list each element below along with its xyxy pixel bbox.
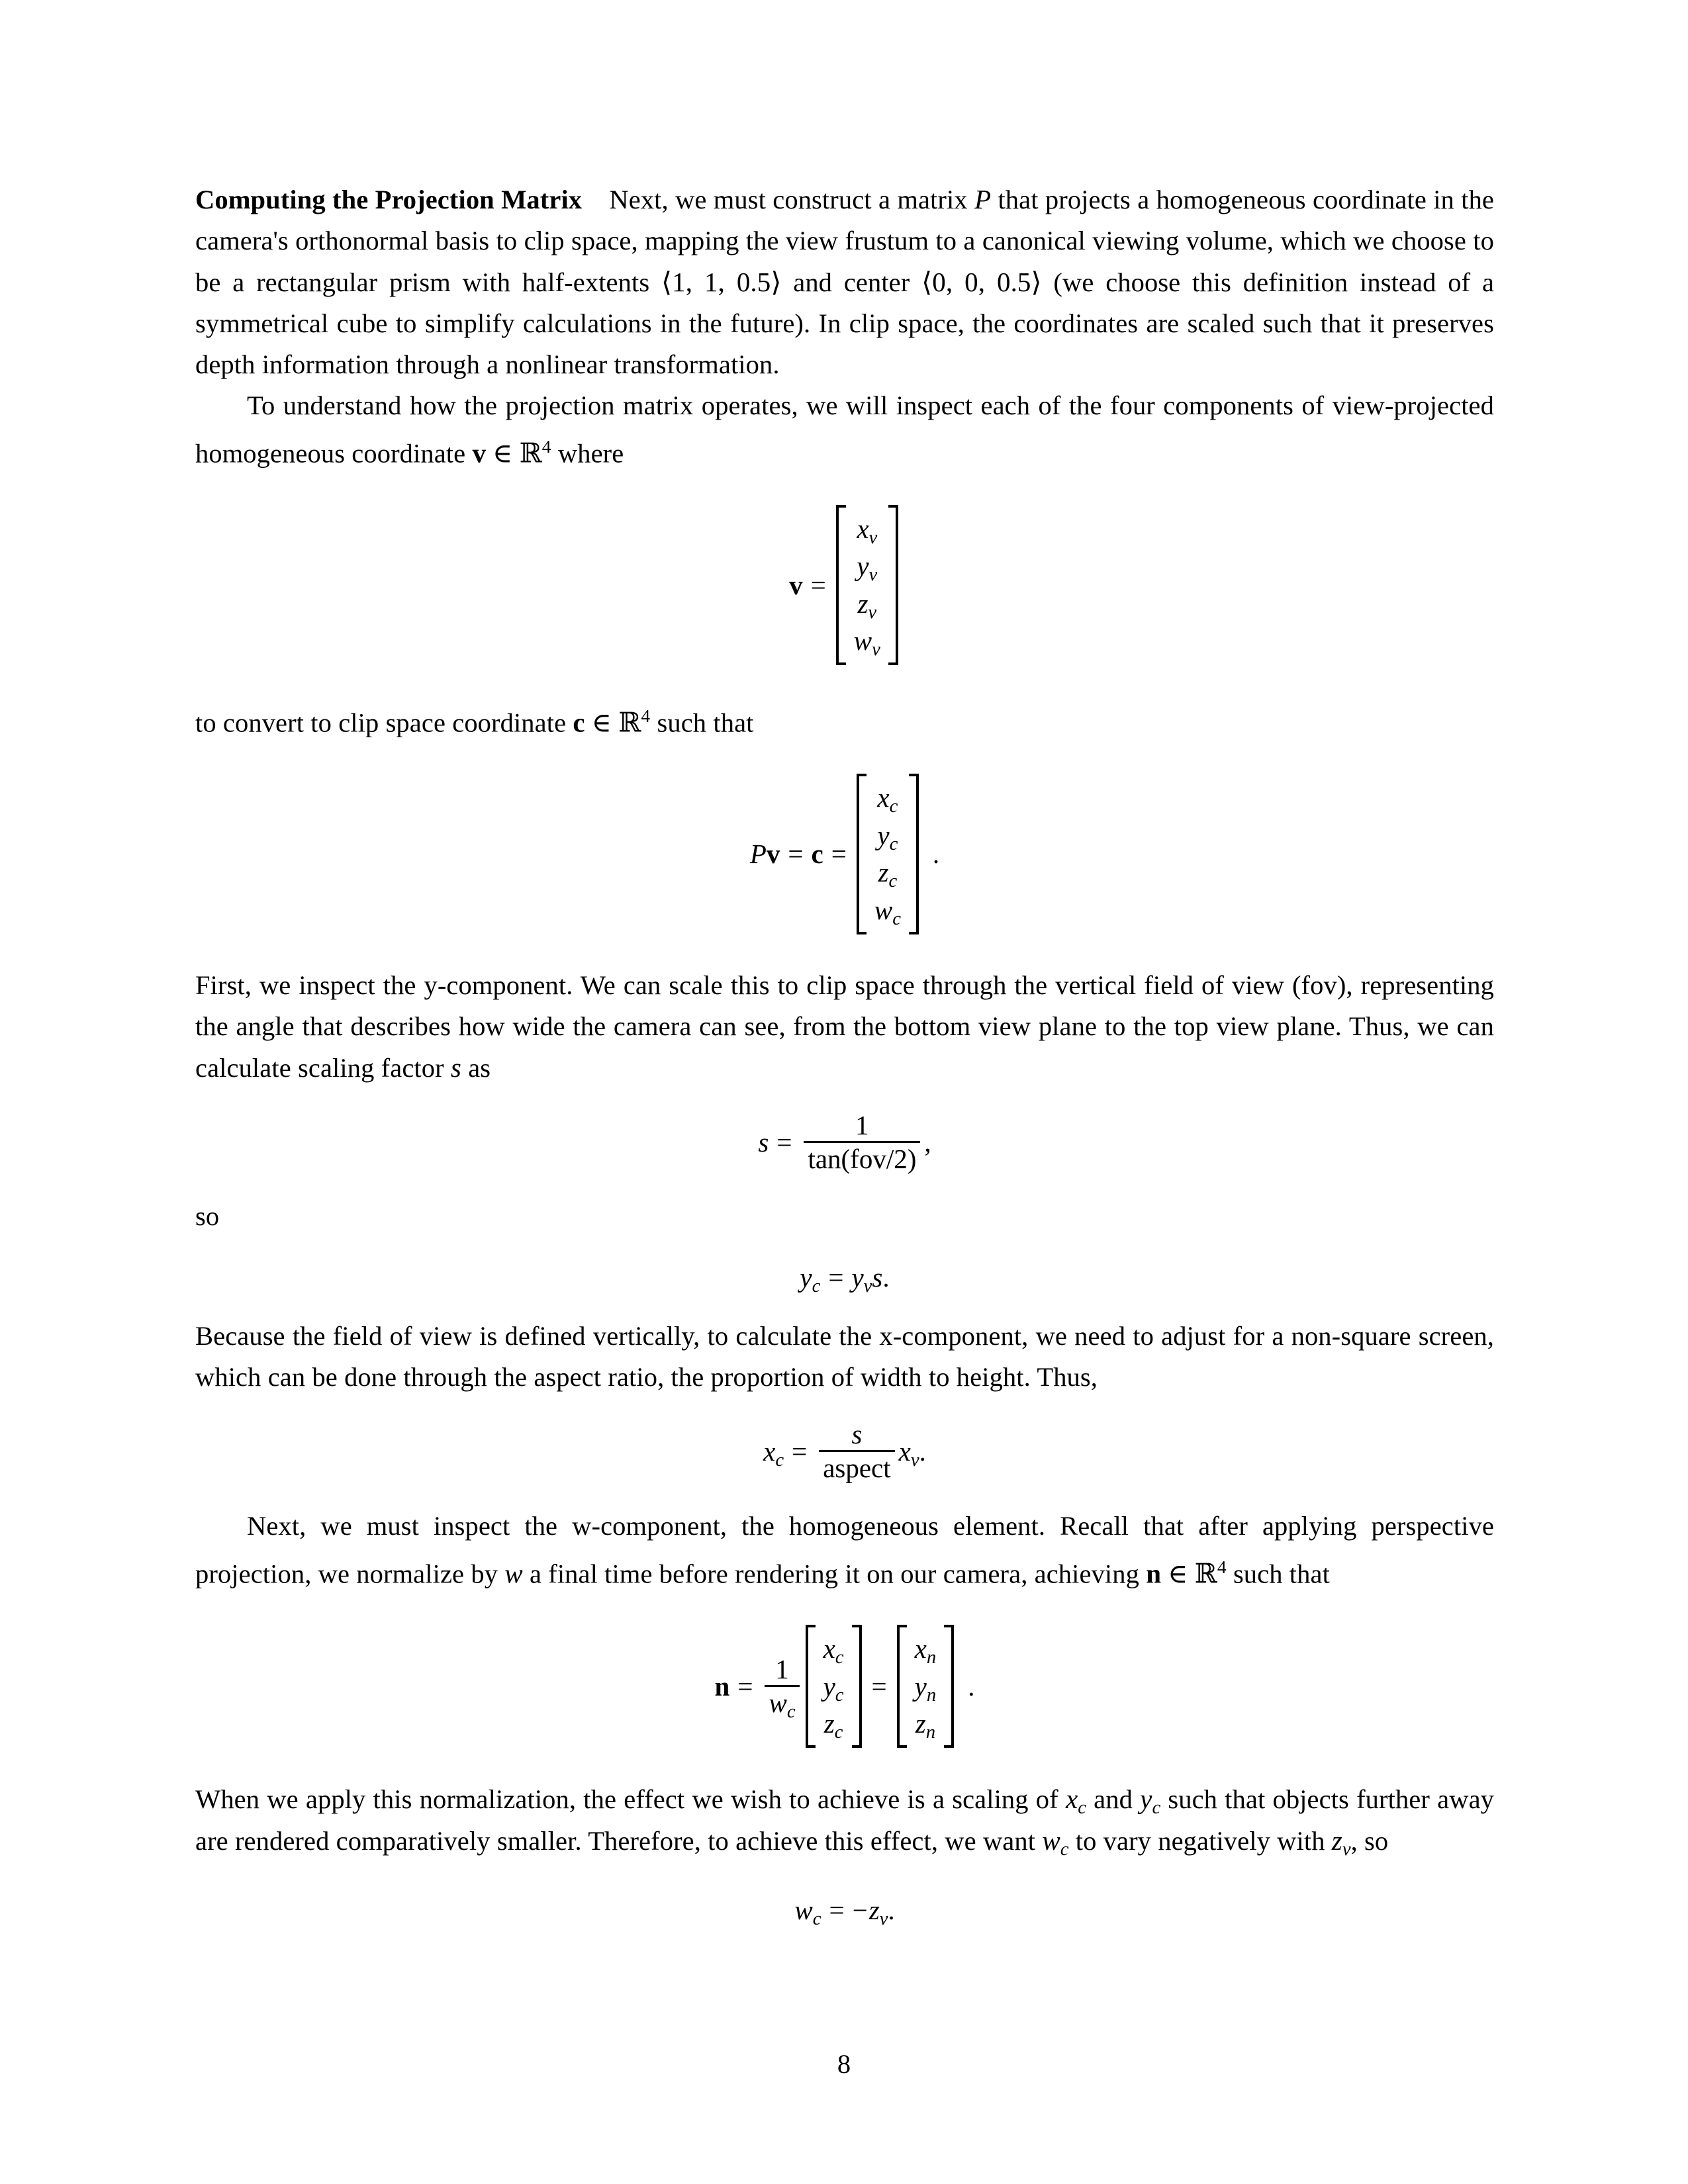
p1-mid: and center <box>781 267 922 297</box>
equation-spacer-above-s <box>195 1089 1494 1111</box>
eq-Pv-equals-2: = <box>831 839 847 870</box>
paragraph-normalization-effect <box>195 1778 1494 1862</box>
equation-projection-apply <box>195 774 1494 934</box>
eq-Pv-period: . <box>932 839 940 870</box>
vector-entry: $w_v$ <box>853 625 880 660</box>
fraction-numerator: 1 <box>855 1109 869 1140</box>
reals-exponent: 4 <box>641 705 651 726</box>
eq-s-lhs: s <box>758 1126 769 1158</box>
equation-spacer-below-xc <box>195 1483 1494 1506</box>
p4-b: as <box>461 1052 491 1083</box>
vector-entry: $z_c$ <box>878 857 898 892</box>
vector-entry: $x_c$ <box>877 782 898 817</box>
reals-symbol: ℝ <box>519 437 542 469</box>
p8-d: , so <box>1350 1825 1389 1856</box>
column-vector-ndc3 <box>897 1625 955 1748</box>
half-extents-value: ⟨1, 1, 0.5⟩ <box>661 267 782 297</box>
column-vector-c <box>857 774 919 934</box>
p2-a: To understand how the projection matrix operates, we will inspect each of the four components of view-projected homogeneous coordinate <box>195 390 1494 469</box>
equation-spacer-above-n <box>195 1594 1494 1625</box>
column-vector-clip3 <box>806 1625 862 1748</box>
so-text: so <box>195 1201 220 1231</box>
vector-entry: $y_v$ <box>857 551 878 586</box>
var-zv: $z_v$ <box>1331 1825 1351 1860</box>
eq-yc-equals: = <box>828 1262 844 1293</box>
fraction-one-over-wc <box>765 1653 799 1722</box>
p8-b: such that objects further away are rendered comparatively smaller. Therefore, to achieve this effect, we want <box>195 1784 1495 1856</box>
reals-exponent: 4 <box>1217 1556 1227 1577</box>
p7-c: such that <box>1226 1559 1330 1589</box>
eq-v-lhs: v <box>789 569 803 600</box>
eq-n-equals-1: = <box>737 1670 753 1702</box>
eq-yc-rhs: $y_vs$ <box>851 1262 883 1297</box>
p1-lead: Next, we must construct a matrix <box>609 185 974 214</box>
equation-spacer-above-v <box>195 475 1494 505</box>
var-yc: $y_c$ <box>1140 1783 1161 1818</box>
var-s: s <box>450 1052 461 1083</box>
p7-in: ∈ <box>1161 1559 1195 1589</box>
center-value: ⟨0, 0, 0.5⟩ <box>921 267 1042 297</box>
paragraph-clip-space-coordinate <box>195 696 1494 744</box>
eq-xc-rhs: $x_v$ <box>898 1436 919 1471</box>
eq-v-equals: = <box>810 569 826 600</box>
eq-s-equals: = <box>776 1126 792 1158</box>
eq-xc-period: . <box>919 1436 926 1467</box>
p2-b: where <box>551 438 624 469</box>
equation-scaling-factor <box>195 1111 1494 1173</box>
bracket-right-icon <box>944 1625 954 1748</box>
equation-spacer-below-Pv <box>195 934 1494 965</box>
equation-spacer-above-xc <box>195 1398 1494 1420</box>
equation-y-clip <box>195 1259 1494 1297</box>
eq-n-equals-2: = <box>871 1670 887 1702</box>
equation-spacer-below-v <box>195 665 1494 696</box>
p1-rest: that projects a homogeneous coordinate in the camera's orthonormal basis to clip space, mapping the view frustum to a canonical viewing volume, which we choose to be a rectangular prism with half-extents <box>195 185 1495 297</box>
eq-wc-lhs: $w_c$ <box>794 1895 821 1930</box>
bracket-left-icon <box>897 1625 907 1748</box>
eq-n-lhs: n <box>714 1670 730 1702</box>
bracket-right-icon <box>909 774 919 934</box>
paragraph-y-component <box>195 965 1494 1089</box>
eq-Pv-P: P <box>749 839 767 870</box>
paragraph-four-components <box>195 385 1494 475</box>
bracket-left-icon <box>836 505 846 665</box>
var-xc: $x_c$ <box>1065 1783 1086 1818</box>
vector-entry: $x_v$ <box>857 513 878 548</box>
equation-spacer-below-s <box>195 1173 1494 1196</box>
eq-yc-lhs: $y_c$ <box>800 1262 821 1297</box>
fraction-one-over-tan <box>804 1111 920 1173</box>
fraction-numerator: 1 <box>775 1653 789 1684</box>
vector-entry: $z_v$ <box>857 588 877 623</box>
reals-symbol: ℝ <box>1194 1558 1217 1589</box>
vector-entry: $y_n$ <box>914 1670 937 1706</box>
equation-w-clip <box>195 1892 1494 1930</box>
fraction-numerator: s <box>851 1419 863 1450</box>
bracket-right-icon <box>888 505 898 665</box>
paragraph-aspect-ratio <box>195 1316 1494 1398</box>
p3-in: ∈ <box>585 707 619 738</box>
p7-a: Next, we must inspect the w-component, the homogeneous element. Recall that after applying perspective projection, we normalize by <box>195 1510 1494 1589</box>
equation-spacer-below-n <box>195 1748 1494 1778</box>
column-vector-v <box>836 505 898 665</box>
p3-b: such that <box>650 707 754 738</box>
paragraph-so <box>195 1196 1494 1237</box>
vector-entry: $y_c$ <box>823 1670 844 1706</box>
reals-exponent: 4 <box>541 436 551 457</box>
equation-spacer-above-Pv <box>195 743 1494 774</box>
reals-symbol: ℝ <box>618 707 641 738</box>
p4-a: First, we inspect the y-component. We can scale this to clip space through the vertical field of view (fov), representing the angle that describes how wide the camera can see, from the bottom view plane to the top view plane. Thus, we can calculate scaling factor <box>195 970 1494 1083</box>
vector-entry: $z_c$ <box>823 1708 843 1743</box>
eq-s-comma: , <box>924 1126 931 1158</box>
p6-text: Because the field of view is defined vertically, to calculate the x-component, we need to adjust for a non-square screen, which can be done through the aspect ratio, the proportion of width to height. Thus, <box>195 1321 1494 1392</box>
equation-spacer-above-wc <box>195 1862 1494 1892</box>
eq-wc-rhs: $z_v$ <box>868 1895 888 1930</box>
fraction-denominator: tan(fov/2) <box>804 1141 920 1173</box>
vector-entry: $w_c$ <box>874 895 901 930</box>
bracket-right-icon <box>852 1625 862 1748</box>
bracket-left-icon <box>857 774 867 934</box>
eq-wc-period: . <box>888 1895 895 1926</box>
paragraph-computing-projection-matrix <box>195 179 1494 385</box>
fraction-denominator: $w_c$ <box>765 1685 799 1717</box>
eq-Pv-v: v <box>766 839 780 870</box>
eq-Pv-equals-1: = <box>788 839 804 870</box>
vector-entry: $x_c$ <box>823 1633 844 1668</box>
equation-ndc <box>195 1625 1494 1748</box>
p8-a: When we apply this normalization, the effect we wish to achieve is a scaling of <box>195 1784 1066 1814</box>
vector-entry: $y_c$ <box>877 819 898 854</box>
page-content <box>195 179 1495 1930</box>
fraction-s-over-aspect <box>819 1420 894 1482</box>
var-w: w <box>504 1558 523 1589</box>
eq-xc-lhs: $x_c$ <box>763 1436 784 1471</box>
eq-xc-equals: = <box>792 1436 808 1467</box>
eq-Pv-c: c <box>811 839 823 870</box>
p3-a: to convert to clip space coordinate <box>195 707 573 738</box>
eq-wc-equals: = <box>829 1895 845 1926</box>
eq-n-period: . <box>968 1670 975 1702</box>
p8-c: to vary negatively with <box>1068 1825 1332 1856</box>
equation-spacer-above-yc <box>195 1237 1494 1259</box>
p7-b: a final time before rendering it on our camera, achieving <box>522 1559 1147 1589</box>
p8-and: and <box>1086 1784 1141 1814</box>
fraction-denominator: aspect <box>819 1450 894 1482</box>
vector-n-inline: n <box>1146 1558 1162 1589</box>
page-number: 8 <box>837 2049 851 2079</box>
vector-v-inline: v <box>472 437 487 469</box>
var-wc: $w_c$ <box>1042 1825 1069 1860</box>
vector-c-inline: c <box>573 707 585 738</box>
p1-tail: (we choose this definition instead of a symmetrical cube to simplify calculations in the future). In clip space, the coordinates are scaled such that it preserves depth information through a nonlinear transformation. <box>195 267 1495 379</box>
section-heading: Computing the Projection Matrix <box>195 185 583 214</box>
paragraph-w-component <box>195 1506 1494 1595</box>
equation-vector-v <box>195 505 1494 665</box>
var-P: P <box>974 184 992 214</box>
eq-wc-minus: − <box>852 1895 868 1926</box>
vector-entry: $z_n$ <box>915 1708 936 1743</box>
eq-yc-period: . <box>882 1262 890 1293</box>
heading-spacer <box>582 185 609 214</box>
vector-entry: $x_n$ <box>914 1633 937 1668</box>
equation-spacer-below-yc <box>195 1293 1494 1316</box>
equation-x-clip <box>195 1420 1494 1482</box>
p2-in: ∈ <box>486 438 520 469</box>
bracket-left-icon <box>806 1625 816 1748</box>
